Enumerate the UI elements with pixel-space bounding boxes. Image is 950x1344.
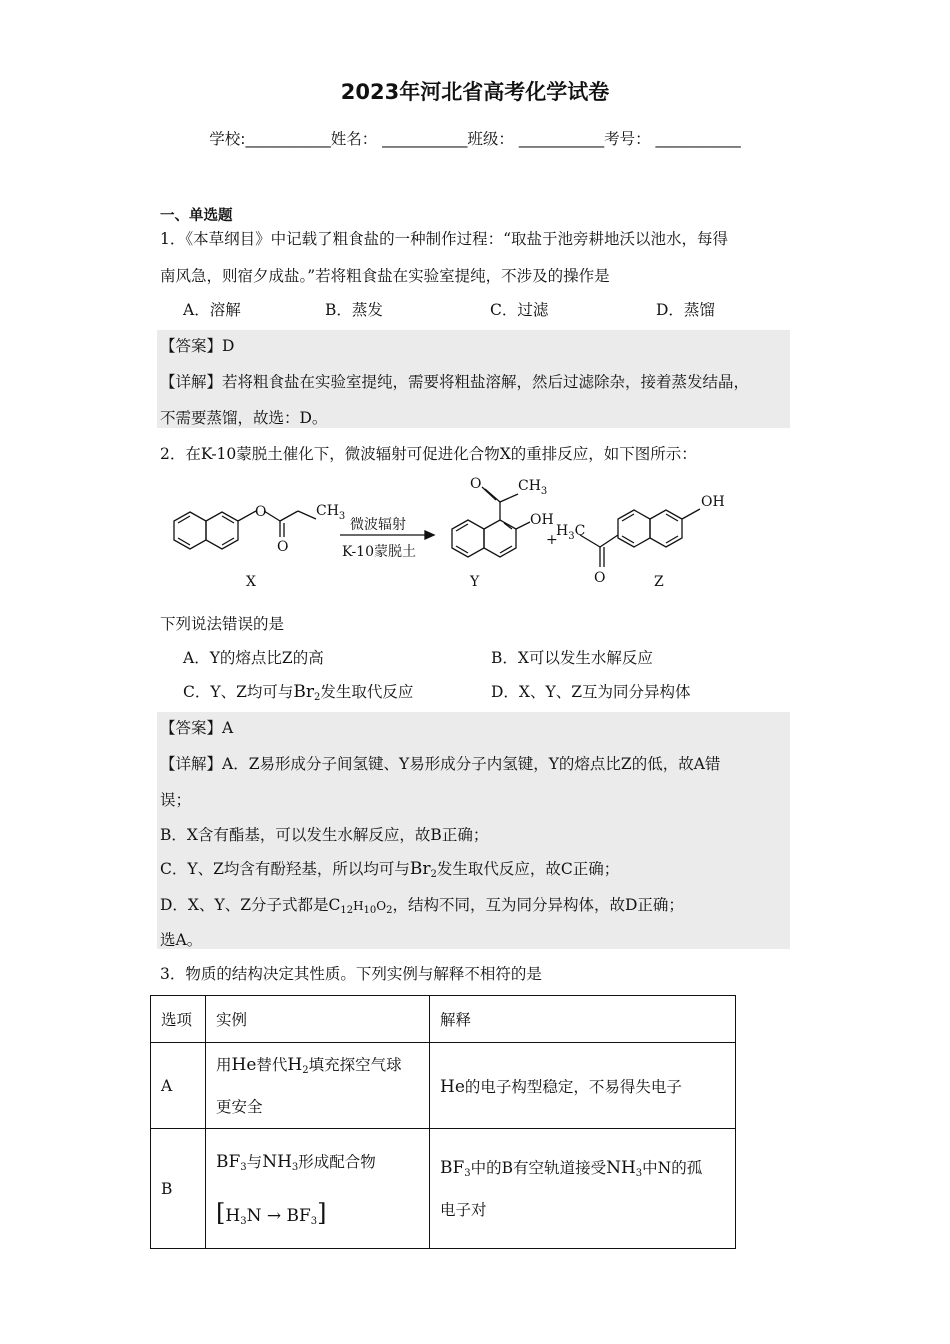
q1-option-b[interactable]: B．蒸发	[325, 301, 383, 319]
plus-sign: +	[546, 532, 558, 548]
q2-detail-line2: 误；	[160, 791, 192, 809]
compound-x-label: X	[246, 574, 256, 590]
arrow-condition-top: 微波辐射	[350, 517, 406, 533]
x-carbonyl-oxygen: O	[277, 539, 289, 555]
y-methyl-label: $CH_3$	[518, 478, 548, 497]
table-row-a	[151, 1043, 736, 1129]
q2-text: 2．在K-10蒙脱土催化下，微波辐射可促进化合物X的重排反应，如下图所示：	[160, 445, 697, 463]
row-b-explanation: $BF_3$中的B有空轨道接受$NH_3$中N的孤 电子对	[430, 1129, 736, 1249]
class-label: 班级：	[467, 130, 514, 148]
q2-detail-d: D．X、Y、Z分子式都是$C_{12}H_{10}O_2$，结构不同，互为同分异构体，故D正确；	[160, 896, 684, 916]
page-title: 2023年河北省高考化学试卷	[340, 80, 610, 104]
q2-detail-conclusion: 选A。	[160, 931, 203, 949]
z-hydroxyl-label: OH	[701, 494, 725, 510]
z-carbonyl-oxygen: O	[594, 570, 606, 586]
q1-text-line2: 南风急，则宿夕成盐。”若将粗食盐在实验室提纯，不涉及的操作是	[160, 267, 610, 285]
q2-answer: 【答案】A	[160, 719, 234, 737]
q1-option-c[interactable]: C．过滤	[490, 301, 549, 319]
q2-detail-b: B．X含有酯基，可以发生水解反应，故B正确；	[160, 826, 489, 844]
compound-z-label: Z	[654, 574, 664, 590]
school-blank[interactable]: ___________	[245, 130, 331, 148]
row-a-option: A	[151, 1043, 206, 1129]
table-row-b	[151, 1129, 736, 1249]
x-ester-oxygen: O	[255, 504, 267, 520]
row-a-example: 用He替代$H_2$填充探空气球 更安全	[206, 1043, 430, 1129]
table-header-explanation: 解释	[430, 996, 736, 1043]
x-methyl-label: $CH_3$	[316, 503, 346, 522]
q1-text-line1: 1．《本草纲目》中记载了粗食盐的一种制作过程：“取盐于池旁耕地沃以池水，每得	[160, 230, 729, 248]
table-header-row	[151, 996, 736, 1043]
name-blank[interactable]: ___________	[382, 130, 468, 148]
reaction-scheme	[160, 472, 760, 597]
z-methyl-label: $H_3C$	[556, 523, 586, 542]
q2-prompt: 下列说法错误的是	[160, 615, 285, 633]
arrow-condition-bottom: K-10蒙脱土	[342, 544, 416, 560]
q2-detail-line1: 【详解】A．Z易形成分子间氢键、Y易形成分子内氢键，Y的熔点比Z的低，故A错	[160, 755, 721, 773]
q2-option-a[interactable]: A．Y的熔点比Z的高	[183, 649, 324, 667]
y-carbonyl-oxygen: O	[470, 476, 482, 492]
q1-option-a[interactable]: A．溶解	[183, 301, 241, 319]
table-header-example: 实例	[206, 996, 430, 1043]
row-b-option: B	[151, 1129, 206, 1249]
q2-option-b[interactable]: B．X可以发生水解反应	[491, 649, 653, 667]
class-blank[interactable]: ___________	[518, 130, 605, 148]
q1-answer: 【答案】D	[160, 337, 235, 355]
school-label: 学校:	[209, 130, 246, 148]
q1-detail-line2: 不需要蒸馏，故选：D。	[160, 409, 328, 427]
q1-option-d[interactable]: D．蒸馏	[656, 301, 715, 319]
name-label: 姓名：	[330, 130, 378, 148]
q3-table	[150, 995, 736, 1249]
q1-detail-line1: 【详解】若将粗食盐在实验室提纯，需要将粗盐溶解，然后过滤除杂，接着蒸发结晶，	[160, 373, 750, 391]
q3-text: 3．物质的结构决定其性质。下列实例与解释不相符的是	[160, 965, 542, 983]
section-title: 一、单选题	[160, 208, 233, 224]
row-a-explanation: He的电子构型稳定，不易得失电子	[430, 1043, 736, 1129]
q2-option-c[interactable]: C．Y、Z均可与$Br_2$发生取代反应	[183, 682, 414, 703]
y-hydroxyl-label: OH	[530, 512, 554, 528]
q2-option-d[interactable]: D．X、Y、Z互为同分异构体	[491, 683, 691, 701]
q2-detail-c: C．Y、Z均含有酚羟基，所以均可与$Br_2$发生取代反应，故C正确；	[160, 859, 620, 880]
exam-no-blank[interactable]: ___________	[655, 130, 741, 148]
row-b-example: $BF_3$与$NH_3$形成配合物 $[H_3N \to BF_3]$	[206, 1129, 430, 1249]
exam-no-label: 考号：	[604, 130, 651, 148]
table-header-option: 选项	[151, 996, 206, 1043]
student-info-line	[0, 127, 950, 149]
compound-y-label: Y	[470, 574, 480, 590]
